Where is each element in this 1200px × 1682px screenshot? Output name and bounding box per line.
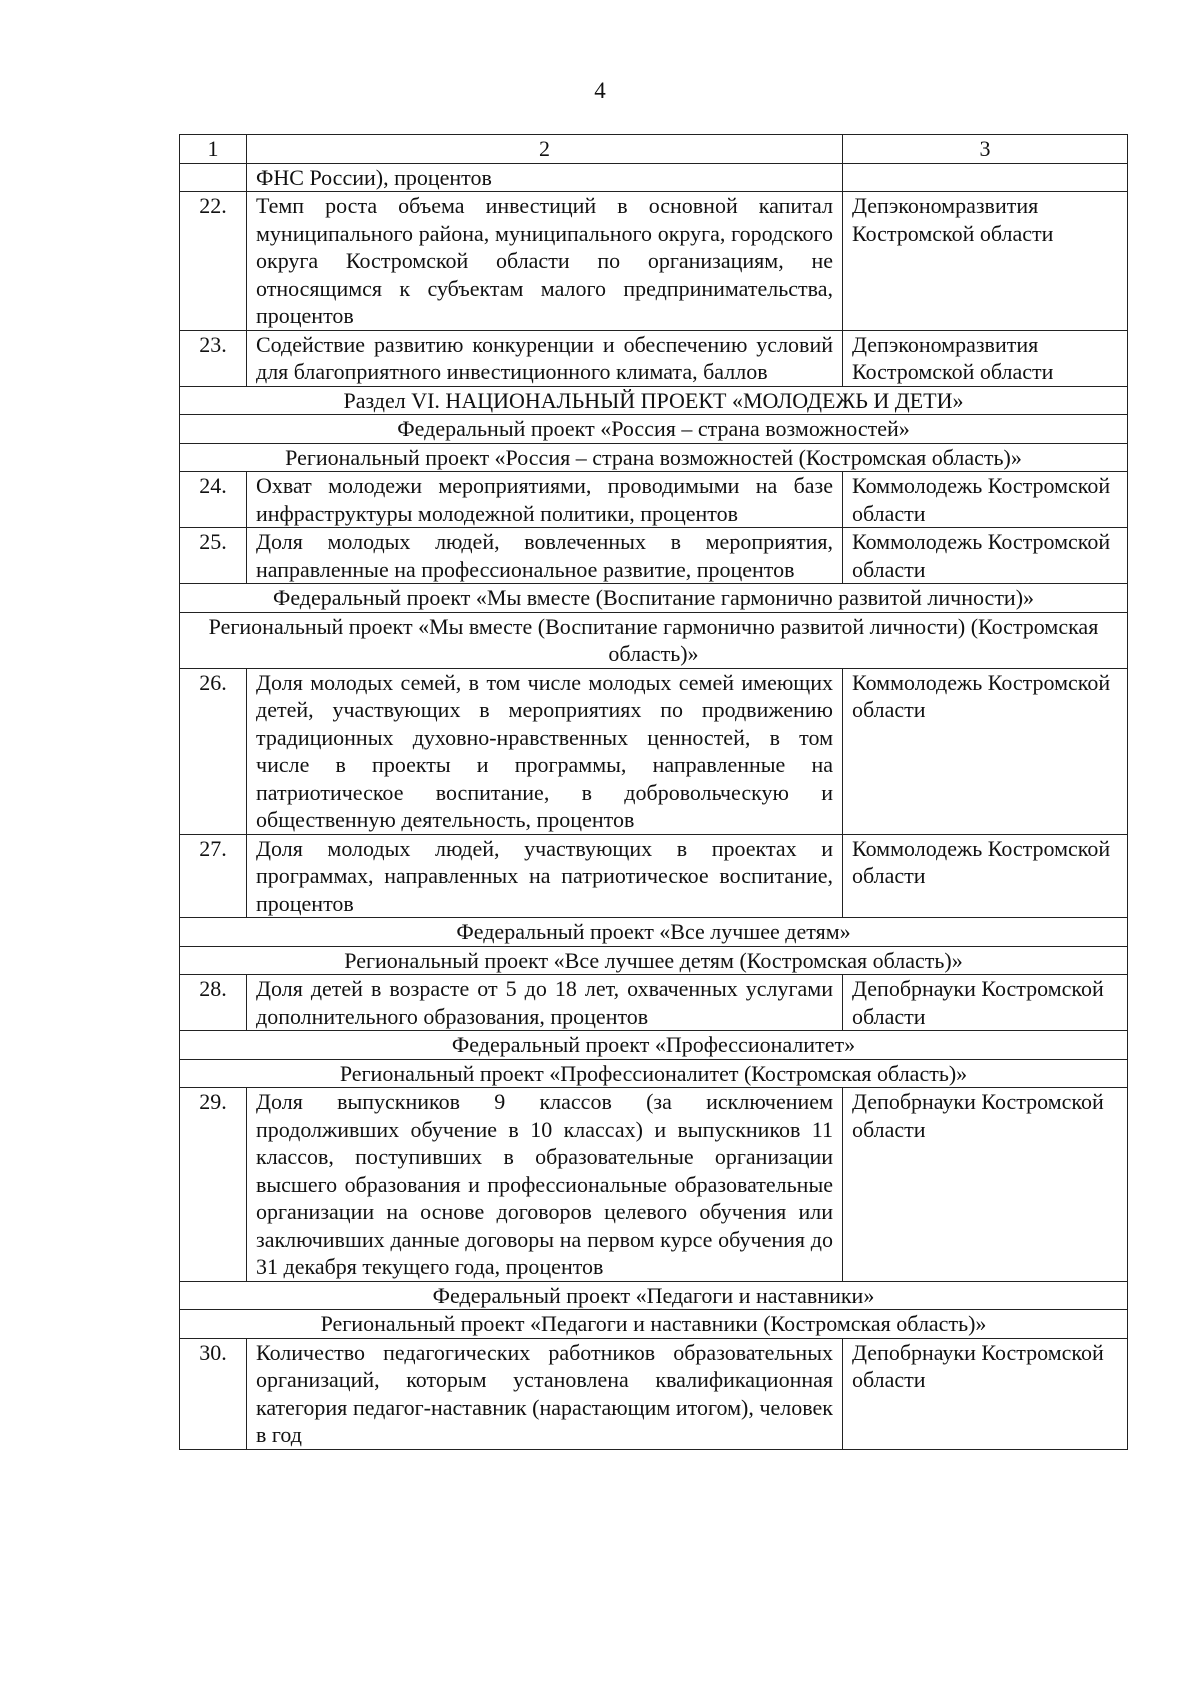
indicator-description: Доля выпускников 9 классов (за исключением продолживших обучение в 10 классах) и выпускников 11 классов, поступивших в образовательные организации высшего образования и профессиональные образовательные организации на основе договоров целевого обучения или заключивших данные договоры на первом курсе обучения до 31 декабря текущего года, процентов xyxy=(247,1088,843,1282)
indicator-description: Доля молодых семей, в том числе молодых семей имеющих детей, участвующих в мероприятиях по продвижению традиционных духовно-нравственных ценностей, в том числе в проекты и программы, направленные на патриотическое воспитание, в добровольческую и общественную деятельность, процентов xyxy=(247,668,843,834)
indicator-description: ФНС России), процентов xyxy=(247,163,843,192)
indicator-row xyxy=(180,834,1128,918)
indicator-number xyxy=(180,163,247,192)
indicator-number: 25. xyxy=(180,528,247,584)
section-title: Федеральный проект «Россия – страна возможностей» xyxy=(180,415,1128,444)
indicator-number: 26. xyxy=(180,668,247,834)
section-title: Федеральный проект «Все лучшее детям» xyxy=(180,918,1128,947)
responsible-department: Коммолодежь Костромской области xyxy=(843,472,1128,528)
indicators-table-body xyxy=(180,135,1128,1450)
responsible-department: Депэкономразвития Костромской области xyxy=(843,330,1128,386)
section-title: Федеральный проект «Профессионалитет» xyxy=(180,1031,1128,1060)
indicator-description: Доля молодых людей, участвующих в проектах и программах, направленных на патриотическое воспитание, процентов xyxy=(247,834,843,918)
responsible-department: Депэкономразвития Костромской области xyxy=(843,192,1128,331)
indicator-number: 23. xyxy=(180,330,247,386)
section-title: Федеральный проект «Мы вместе (Воспитание гармонично развитой личности)» xyxy=(180,584,1128,613)
indicator-row xyxy=(180,192,1128,331)
indicator-description: Темп роста объема инвестиций в основной капитал муниципального района, муниципального округа, городского округа Костромской области по организациям, не относящимся к субъектам малого предпринимательства, процентов xyxy=(247,192,843,331)
column-header-row xyxy=(180,135,1128,164)
indicator-row xyxy=(180,163,1128,192)
section-title: Региональный проект «Профессионалитет (Костромская область)» xyxy=(180,1059,1128,1088)
responsible-department: Коммолодежь Костромской области xyxy=(843,668,1128,834)
section-title: Региональный проект «Все лучшее детям (Костромская область)» xyxy=(180,946,1128,975)
indicator-number: 22. xyxy=(180,192,247,331)
indicator-description: Доля детей в возрасте от 5 до 18 лет, охваченных услугами дополнительного образования, процентов xyxy=(247,975,843,1031)
indicator-row xyxy=(180,1088,1128,1282)
section-title: Федеральный проект «Педагоги и наставники» xyxy=(180,1281,1128,1310)
section-header-row xyxy=(180,415,1128,444)
indicator-row xyxy=(180,528,1128,584)
indicator-row xyxy=(180,1338,1128,1449)
responsible-department: Депобрнауки Костромской области xyxy=(843,1338,1128,1449)
column-header-indicator: 2 xyxy=(247,135,843,164)
responsible-department: Депобрнауки Костромской области xyxy=(843,975,1128,1031)
section-header-row xyxy=(180,1310,1128,1339)
column-header-responsible: 3 xyxy=(843,135,1128,164)
section-header-row xyxy=(180,918,1128,947)
indicator-row xyxy=(180,472,1128,528)
indicator-row xyxy=(180,975,1128,1031)
indicator-number: 30. xyxy=(180,1338,247,1449)
indicators-table xyxy=(179,134,1128,1450)
indicator-description: Доля молодых людей, вовлеченных в мероприятия, направленные на профессиональное развитие, процентов xyxy=(247,528,843,584)
responsible-department: Коммолодежь Костромской области xyxy=(843,528,1128,584)
section-header-row xyxy=(180,946,1128,975)
indicator-number: 29. xyxy=(180,1088,247,1282)
section-title: Региональный проект «Мы вместе (Воспитание гармонично развитой личности) (Костромская область)» xyxy=(180,612,1128,668)
indicator-row xyxy=(180,668,1128,834)
section-header-row xyxy=(180,1059,1128,1088)
responsible-department: Депобрнауки Костромской области xyxy=(843,1088,1128,1282)
section-title: Региональный проект «Педагоги и наставники (Костромская область)» xyxy=(180,1310,1128,1339)
section-header-row xyxy=(180,612,1128,668)
section-title: Региональный проект «Россия – страна возможностей (Костромская область)» xyxy=(180,443,1128,472)
indicator-row xyxy=(180,330,1128,386)
indicator-description: Содействие развитию конкуренции и обеспечению условий для благоприятного инвестиционного климата, баллов xyxy=(247,330,843,386)
responsible-department xyxy=(843,163,1128,192)
responsible-department: Коммолодежь Костромской области xyxy=(843,834,1128,918)
indicator-number: 28. xyxy=(180,975,247,1031)
indicator-description: Количество педагогических работников образовательных организаций, которым установлена квалификационная категория педагог-наставник (нарастающим итогом), человек в год xyxy=(247,1338,843,1449)
section-header-row xyxy=(180,1281,1128,1310)
indicator-number: 24. xyxy=(180,472,247,528)
page-number: 4 xyxy=(594,78,606,103)
section-header-row xyxy=(180,1031,1128,1060)
section-header-row xyxy=(180,584,1128,613)
section-header-row xyxy=(180,386,1128,415)
indicator-number: 27. xyxy=(180,834,247,918)
section-title: Раздел VI. НАЦИОНАЛЬНЫЙ ПРОЕКТ «МОЛОДЕЖЬ И ДЕТИ» xyxy=(180,386,1128,415)
indicator-description: Охват молодежи мероприятиями, проводимыми на базе инфраструктуры молодежной политики, процентов xyxy=(247,472,843,528)
column-header-number: 1 xyxy=(180,135,247,164)
section-header-row xyxy=(180,443,1128,472)
